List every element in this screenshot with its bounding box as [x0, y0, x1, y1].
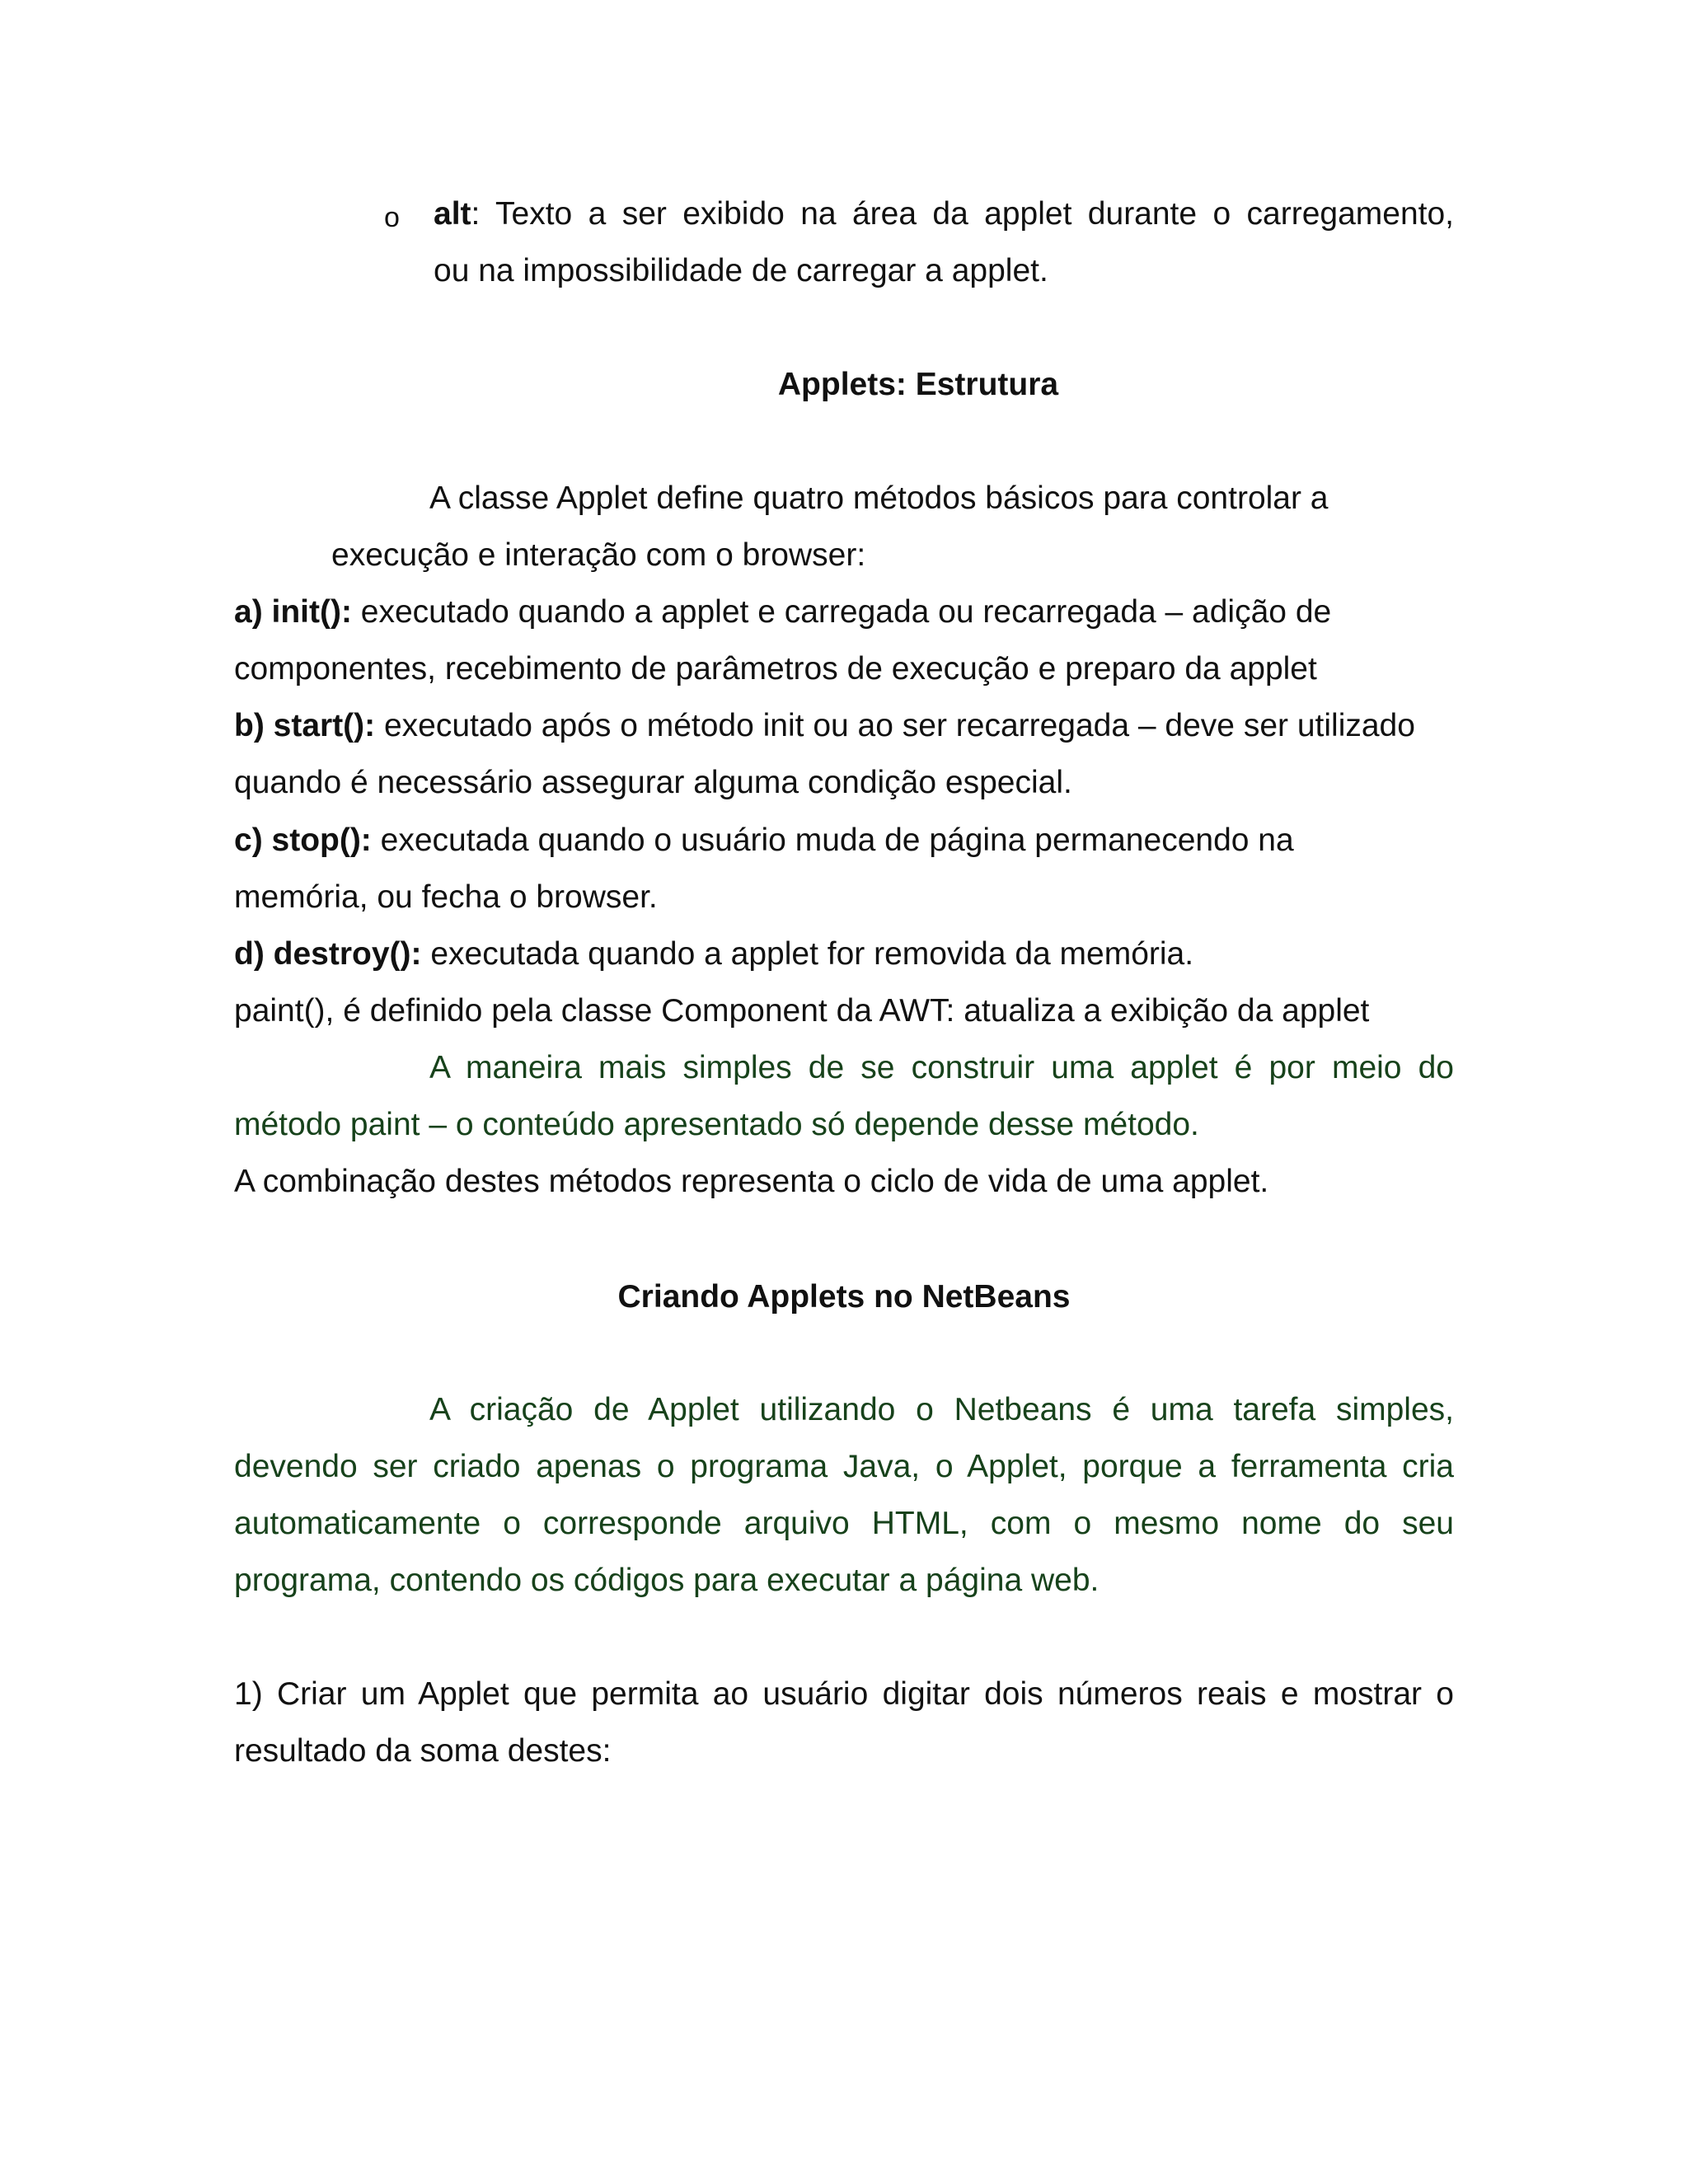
paint-line: paint(), é definido pela classe Component da AWT: atualiza a exibição da applet	[234, 993, 1370, 1029]
exercise-line2: resultado da soma destes:	[234, 1733, 612, 1769]
method-init-term: a) init():	[234, 594, 352, 630]
method-init-line1	[234, 593, 1331, 632]
exercise-line1: 1) Criar um Applet que permita ao usuário digitar dois números reais e mostrar o	[234, 1676, 1454, 1712]
method-stop-term: c) stop():	[234, 823, 372, 858]
method-destroy-desc: executada quando a applet for removida da memória.	[421, 936, 1194, 972]
green-line1: A maneira mais simples de se construir uma applet é por meio do	[429, 1050, 1454, 1085]
method-start-term: b) start():	[234, 708, 376, 743]
method-start-desc: executado após o método init ou ao ser recarregada – deve ser utilizado	[375, 708, 1415, 743]
section-heading-netbeans: Criando Applets no NetBeans	[617, 1279, 1071, 1315]
cycle-line: A combinação destes métodos representa o ciclo de vida de uma applet.	[234, 1164, 1269, 1199]
alt-text-line2: ou na impossibilidade de carregar a applet.	[434, 253, 1048, 288]
intro-line1: A classe Applet define quatro métodos básicos para controlar a	[429, 480, 1329, 516]
netbeans-para-line1: A criação de Applet utilizando o Netbeans é uma tarefa simples,	[429, 1392, 1454, 1427]
netbeans-para-line3: automaticamente o corresponde arquivo HTML, com o mesmo nome do seu	[234, 1506, 1454, 1541]
netbeans-para-line4: programa, contendo os códigos para executar a página web.	[234, 1563, 1100, 1598]
alt-term: alt	[434, 196, 471, 232]
method-stop-desc: executada quando o usuário muda de página permanecendo na	[371, 823, 1294, 858]
alt-item-line1	[434, 194, 1454, 234]
bullet-marker: o	[384, 202, 400, 233]
section-heading-estrutura: Applets: Estrutura	[777, 367, 1059, 402]
method-init-desc: executado quando a applet e carregada ou recarregada – adição de	[351, 594, 1332, 630]
method-start-line1	[234, 706, 1415, 746]
intro-line2: execução e interação com o browser:	[331, 537, 866, 573]
netbeans-para-line2: devendo ser criado apenas o programa Java, o Applet, porque a ferramenta cria	[234, 1449, 1454, 1484]
method-destroy-line1	[234, 935, 1193, 974]
method-start-line2: quando é necessário assegurar alguma condição especial.	[234, 765, 1072, 800]
alt-text-line1: : Texto a ser exibido na área da applet durante o carregamento,	[471, 196, 1454, 232]
method-stop-line1	[234, 821, 1294, 860]
method-stop-line2: memória, ou fecha o browser.	[234, 879, 658, 915]
green-line2: método paint – o conteúdo apresentado só depende desse método.	[234, 1107, 1199, 1142]
method-init-line2: componentes, recebimento de parâmetros de execução e preparo da applet	[234, 651, 1317, 687]
method-destroy-term: d) destroy():	[234, 936, 422, 972]
